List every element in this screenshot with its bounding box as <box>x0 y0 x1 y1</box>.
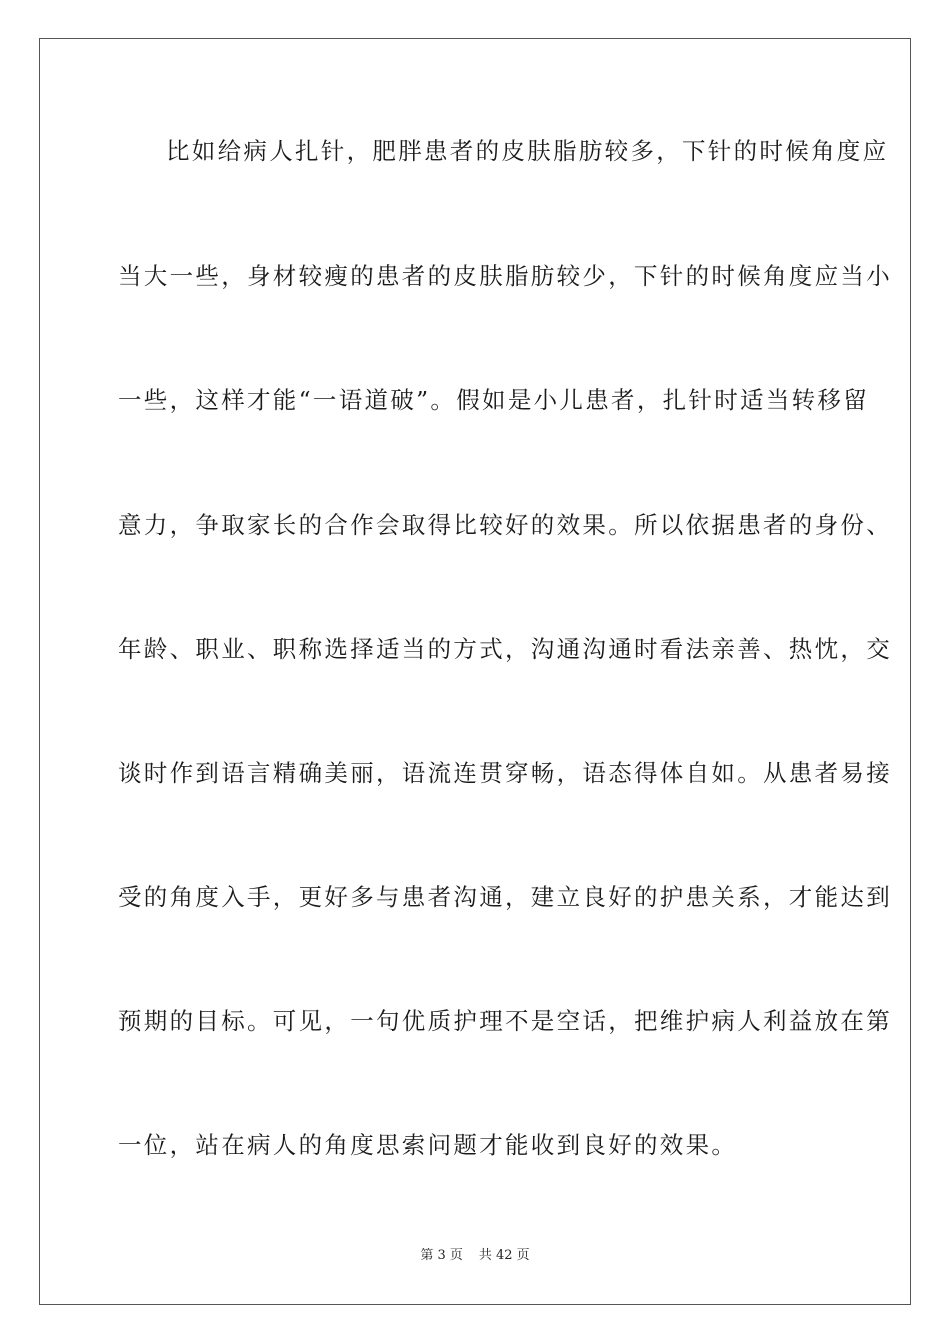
paragraph-line: 年龄、职业、职称选择适当的方式，沟通沟通时看法亲善、热忱，交 <box>118 635 892 663</box>
paragraph-line: 预期的目标。可见，一句优质护理不是空话，把维护病人利益放在第 <box>118 1007 892 1035</box>
paragraph-line: 比如给病人扎针，肥胖患者的皮肤脂肪较多，下针的时候角度应 <box>166 137 889 165</box>
paragraph-line: 一位，站在病人的角度思索问题才能收到良好的效果。 <box>118 1131 738 1159</box>
page-footer <box>0 1247 950 1265</box>
page-number: 第 3 页 <box>420 1248 463 1263</box>
page-total: 共 42 页 <box>478 1248 530 1263</box>
paragraph-line: 一些，这样才能“一语道破”。假如是小儿患者，扎针时适当转移留 <box>118 386 870 414</box>
paragraph-line: 受的角度入手，更好多与患者沟通，建立良好的护患关系，才能达到 <box>118 883 892 911</box>
page-border <box>39 38 911 1305</box>
paragraph-line: 意力，争取家长的合作会取得比较好的效果。所以依据患者的身份、 <box>118 511 892 539</box>
paragraph-line: 当大一些，身材较瘦的患者的皮肤脂肪较少，下针的时候角度应当小 <box>118 262 892 290</box>
paragraph-line: 谈时作到语言精确美丽，语流连贯穿畅，语态得体自如。从患者易接 <box>118 759 892 787</box>
